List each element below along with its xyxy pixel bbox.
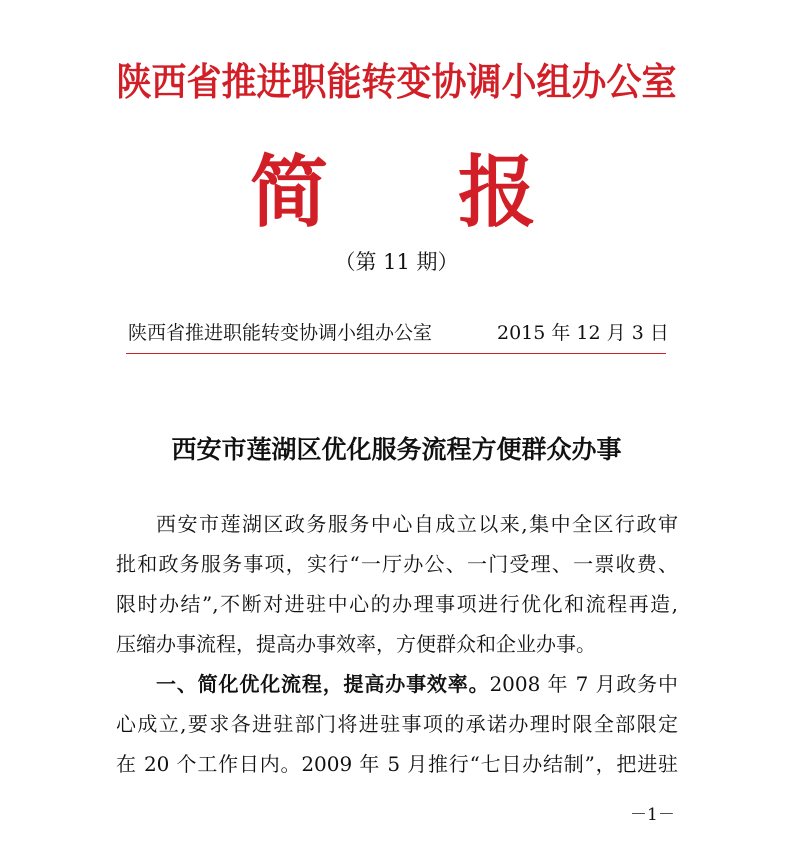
article-title: 西安市莲湖区优化服务流程方便群众办事 (171, 435, 622, 464)
header-divider (126, 353, 666, 354)
bulletin-title (0, 148, 793, 238)
body-line: 压缩办事流程，提高办事效率，方便群众和企业办事。 (116, 632, 596, 656)
body-line (156, 669, 678, 699)
issuer-name: 陕西省推进职能转变协调小组办公室 (128, 322, 433, 344)
body-line: 西安市莲湖区政务服务中心自成立以来,集中全区行政审 (156, 512, 678, 536)
bulletin-title-char-1: 简 (250, 148, 329, 238)
org-header: 陕西省推进职能转变协调小组办公室 (116, 61, 677, 105)
section-heading: 一、简化优化流程，提高办事效率。 (156, 672, 490, 696)
bulletin-title-char-2: 报 (458, 148, 537, 238)
issue-number: （第 11 期） (334, 250, 459, 274)
body-line: 批和政务服务事项，实行“一厅办公、一门受理、一票收费、 (116, 552, 678, 576)
body-line: 限时办结”,不断对进驻中心的办理事项进行优化和流程再造, (116, 592, 678, 616)
body-line: 心成立,要求各进驻部门将进驻事项的承诺办理时限全部限定 (116, 712, 678, 736)
issue-date: 2015 年 12 月 3 日 (497, 322, 669, 344)
body-line: 在 20 个工作日内。2009 年 5 月推行“七日办结制”，把进驻 (116, 752, 678, 776)
body-text: 2008 年 7 月政务中 (489, 672, 679, 696)
page-number: －1－ (630, 805, 675, 825)
